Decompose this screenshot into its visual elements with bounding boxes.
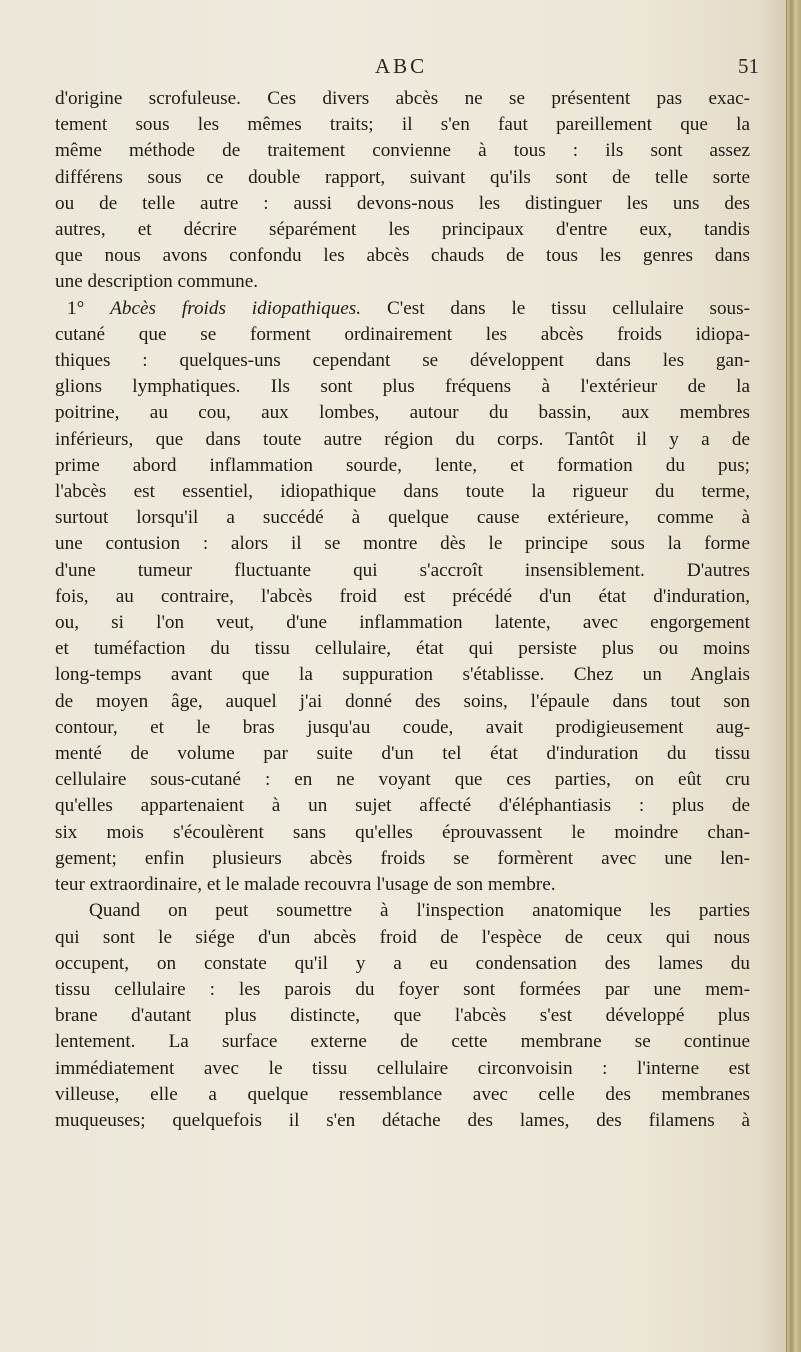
text-line: six mois s'écoulèrent sans qu'elles éprouvassent le moindre chan- [55,821,750,843]
text-line: prime abord inflammation sourde, lente, et formation du pus; [55,454,750,476]
text-line: et tuméfaction du tissu cellulaire, état qui persiste plus ou moins [55,638,750,660]
text-line: fois, au contraire, l'abcès froid est précédé d'un état d'induration, [55,585,750,607]
text-line: contour, et le bras jusqu'au coude, avait prodigieusement aug- [55,716,750,738]
text-line: tissu cellulaire : les parois du foyer sont formées par une mem- [55,978,750,1000]
text-line: d'une tumeur fluctuante qui s'accroît insensiblement. D'autres [55,559,750,581]
section-heading: Abcès froids idiopathiques. [110,297,362,319]
paragraph-2 [55,296,750,899]
text-line: d'origine scrofuleuse. Ces divers abcès ne se présentent pas exac- [55,88,750,109]
text-line: inférieurs, que dans toute autre région du corps. Tantôt il y a de [55,428,750,450]
text-line: muqueuses; quelquefois il s'en détache des lames, des filamens à [55,1109,750,1131]
text-line: que nous avons confondu les abcès chauds de tous les genres dans [55,245,750,267]
text-line: qu'elles appartenaient à un sujet affecté d'éléphantiasis : plus de [55,795,750,817]
text-line: une description commune. [55,271,259,293]
text-line: tement sous les mêmes traits; il s'en faut pareillement que la [55,114,750,136]
text-line: même méthode de traitement convienne à tous : ils sont assez [55,140,750,162]
page-number: 51 [738,54,759,78]
paragraph-2-body [55,322,750,898]
page-header [0,54,801,84]
text-line: glions lymphatiques. Ils sont plus fréquens à l'extérieur de la [55,376,750,398]
paragraph-1 [55,86,750,296]
text-line: cutané que se forment ordinairement les abcès froids idiopa- [55,323,750,345]
text-line: immédiatement avec le tissu cellulaire circonvoisin : l'interne est [55,1057,750,1079]
text-line: gement; enfin plusieurs abcès froids se formèrent avec une len- [55,847,750,869]
text-line: long-temps avant que la suppuration s'établisse. Chez un Anglais [55,664,750,686]
running-head: ABC [375,54,428,78]
text-line: différens sous ce double rapport, suivant qu'ils sont de telle sorte [55,166,750,188]
paragraph-2-first-line [55,296,750,322]
body-text [55,86,750,1134]
text-line: surtout lorsqu'il a succédé à quelque cause extérieure, comme à [55,507,750,529]
text-line: de moyen âge, auquel j'ai donné des soins, l'épaule dans tout son [55,690,750,712]
text-line: teur extraordinaire, et le malade recouvra l'usage de son membre. [55,874,556,896]
text-line: qui sont le siége d'un abcès froid de l'espèce de ceux qui nous [55,926,750,948]
text-line: autres, et décrire séparément les principaux d'entre eux, tandis [55,219,750,241]
text-line: ou, si l'on veut, d'une inflammation latente, avec engorgement [55,612,750,634]
text-line: cellulaire sous-cutané : en ne voyant que ces parties, on eût cru [55,769,750,791]
text-line: villeuse, elle a quelque ressemblance avec celle des membranes [55,1083,750,1105]
text-line: Quand on peut soumettre à l'inspection anatomique les parties [89,900,750,922]
section-number: 1° [67,297,85,319]
text-line: brane d'autant plus distincte, que l'abcès s'est développé plus [55,1005,750,1027]
section-first-line-text: C'est dans le tissu cellulaire sous- [386,297,751,319]
text-line: poitrine, au cou, aux lombes, autour du bassin, aux membres [55,402,750,424]
paragraph-3 [55,898,750,1134]
text-line: menté de volume par suite d'un tel état d'induration du tissu [55,743,750,765]
book-spine-edge [786,0,801,1352]
text-line: thiques : quelques-uns cependant se développent dans les gan- [55,350,750,372]
text-line: ou de telle autre : aussi devons-nous les distinguer les uns des [55,192,750,214]
text-line: lentement. La surface externe de cette membrane se continue [55,1031,750,1053]
text-line: l'abcès est essentiel, idiopathique dans toute la rigueur du terme, [55,481,750,503]
text-line: une contusion : alors il se montre dès le principe sous la forme [55,533,750,555]
text-line: occupent, on constate qu'il y a eu condensation des lames du [55,952,750,974]
